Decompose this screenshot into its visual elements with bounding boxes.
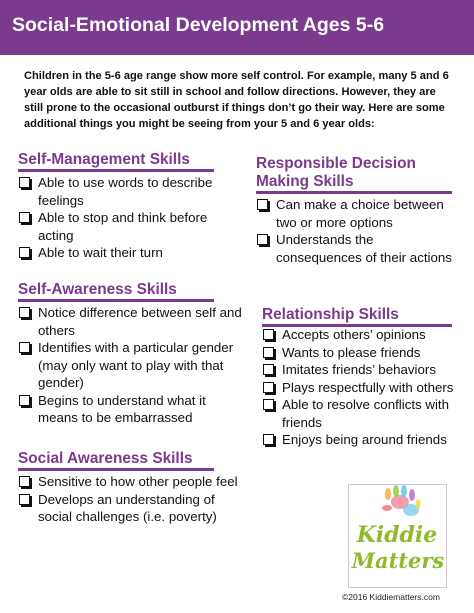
relationship-title: Relationship Skills — [262, 306, 399, 323]
checkbox-icon — [257, 234, 268, 245]
list-item: Imitates friends’ behaviors — [262, 361, 468, 379]
list-item: Plays respectfully with others — [262, 379, 468, 397]
list-item: Develops an understanding of social challenges (i.e. poverty) — [18, 491, 243, 526]
checkbox-icon — [19, 342, 30, 353]
checkbox-icon — [19, 177, 30, 188]
self-management-list — [18, 174, 243, 262]
responsible-decision-title — [256, 155, 416, 191]
checkbox-icon — [263, 399, 274, 410]
checkbox-icon — [263, 364, 274, 375]
page-header — [0, 0, 474, 55]
list-item: Understands the consequences of their actions — [256, 231, 461, 266]
logo-word-kiddie: Kiddie — [356, 522, 438, 548]
list-item: Able to stop and think before acting — [18, 209, 243, 244]
checkbox-icon — [263, 329, 274, 340]
list-item: Enjoys being around friends — [262, 431, 468, 449]
checkbox-icon — [19, 395, 30, 406]
list-item: Able to resolve conflicts with friends — [262, 396, 468, 431]
section-underline — [18, 468, 214, 471]
checkbox-icon — [19, 476, 30, 487]
checkbox-icon — [257, 199, 268, 210]
list-item: Able to use words to describe feelings — [18, 174, 243, 209]
list-item: Identifies with a particular gender (may only want to play with that gender) — [18, 339, 243, 392]
section-underline — [18, 299, 214, 302]
intro-paragraph: Children in the 5-6 age range show more self control. For example, many 5 and 6 year olds are able to sit still in school and follow directions. However, they are still prone to the occasional outburst if things don’t go their way. Here are some additional things you might be seeing from your 5 and 6 year olds: — [24, 70, 449, 130]
list-item: Able to wait their turn — [18, 244, 243, 262]
self-awareness-title: Self-Awareness Skills — [18, 281, 177, 298]
checkbox-icon — [19, 212, 30, 223]
checkbox-icon — [263, 347, 274, 358]
checkbox-icon — [19, 494, 30, 505]
checkbox-icon — [19, 307, 30, 318]
list-item: Begins to understand what it means to be embarrassed — [18, 392, 243, 427]
responsible-decision-title-line1: Responsible Decision — [256, 155, 416, 172]
list-item: Notice difference between self and others — [18, 304, 243, 339]
social-awareness-list — [18, 473, 243, 526]
kiddie-matters-logo — [348, 484, 447, 588]
self-awareness-list — [18, 304, 243, 427]
section-underline — [256, 191, 452, 194]
list-item: Sensitive to how other people feel — [18, 473, 243, 491]
page-title: Social-Emotional Development Ages 5-6 — [12, 14, 385, 36]
responsible-decision-title-line2: Making Skills — [256, 173, 354, 190]
relationship-list — [262, 326, 468, 449]
self-management-title: Self-Management Skills — [18, 151, 190, 168]
logo-word-matters: Matters — [351, 548, 445, 573]
copyright-text: ©2016 Kiddiematters.com — [342, 592, 440, 602]
list-item: Accepts others’ opinions — [262, 326, 468, 344]
list-item: Wants to please friends — [262, 344, 468, 362]
social-awareness-title: Social Awareness Skills — [18, 450, 193, 467]
checkbox-icon — [263, 434, 274, 445]
checkbox-icon — [19, 247, 30, 258]
checkbox-icon — [263, 382, 274, 393]
list-item: Can make a choice between two or more options — [256, 196, 461, 231]
responsible-decision-list — [256, 196, 461, 266]
section-underline — [18, 169, 214, 172]
